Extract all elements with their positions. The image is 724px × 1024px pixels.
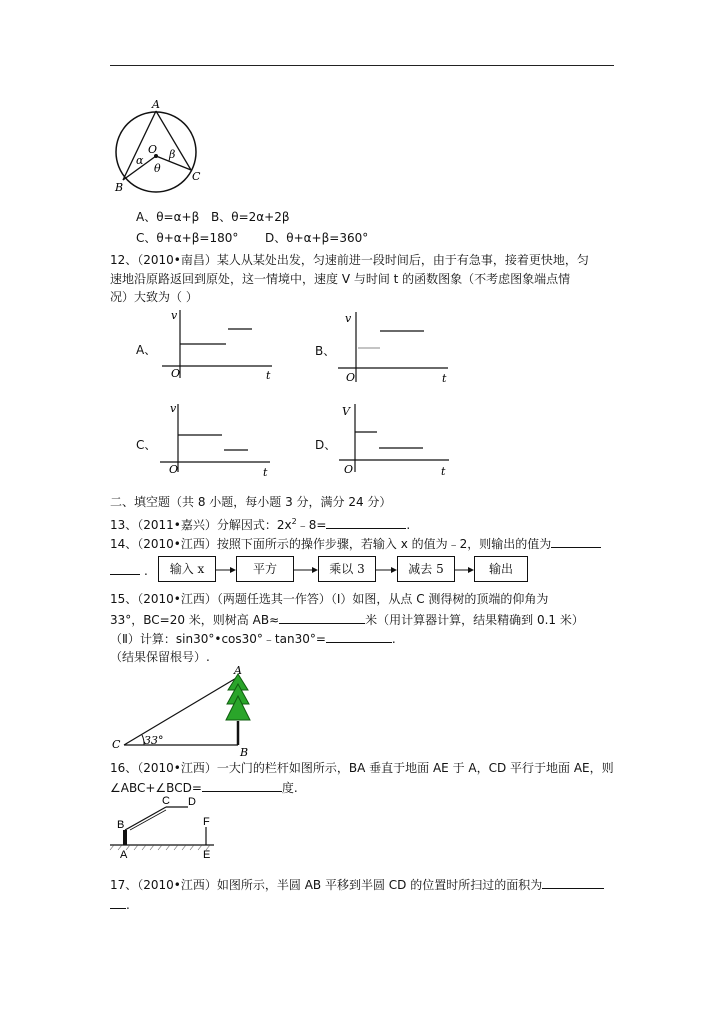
- q11-option-a: A、θ=α+β: [136, 210, 200, 224]
- q15-line3b: .: [391, 632, 396, 646]
- q15-line1: 15、（2010•江西）（两题任选其一作答）（Ⅰ）如图，从点 C 测得树的顶端的仰角为: [110, 592, 549, 606]
- flow-box-subtract: 减去 5: [397, 556, 455, 582]
- q12-line2: 速地沿原路返回到原处，这一情境中，速度 V 与时间 t 的函数图象（不考虑图象端点情: [110, 272, 571, 286]
- q12-d-axis-V: V: [342, 405, 350, 418]
- q12-b-origin: O: [346, 371, 356, 384]
- q12-d-axis-t: t: [441, 465, 446, 478]
- q12-option-d-label: D、: [315, 438, 337, 452]
- q16-line1: 16、（2010•江西）一大门的栏杆如图所示，BA 垂直于地面 AE 于 A，CD 平行于地面 AE，则: [110, 761, 614, 775]
- q13-exponent: 2: [291, 517, 297, 526]
- q12-graph-c: [160, 404, 280, 479]
- q12-b-axis-v: v: [345, 312, 352, 325]
- q14-end: .: [144, 564, 148, 578]
- q13-line: [110, 514, 410, 533]
- q17-answer-blank-a[interactable]: [542, 876, 604, 889]
- q16-label-B: B: [117, 819, 125, 831]
- q13-answer-blank[interactable]: [326, 516, 406, 529]
- q12-option-c-label: C、: [136, 438, 157, 452]
- q12-c-axis-v: v: [170, 402, 177, 415]
- q12-a-axis-t: t: [266, 369, 271, 382]
- q15-triangle-tree-figure: [110, 664, 260, 759]
- q16-line2b: 度.: [281, 781, 298, 795]
- q15-line4: （结果保留根号）.: [110, 650, 210, 664]
- q14-answer-blank-b[interactable]: [110, 562, 140, 575]
- q16-label-F: F: [203, 816, 210, 828]
- top-rule: [110, 65, 614, 66]
- q15-line2b: 米（用计算器计算，结果精确到 0.1 米）: [365, 613, 584, 627]
- q16-gate-figure: [110, 793, 220, 861]
- q13-suffix: ﹣8=: [296, 518, 327, 532]
- q17-line1: [110, 876, 604, 893]
- flow-box-input: 输入 x: [158, 556, 216, 582]
- q12-a-origin: O: [171, 367, 181, 380]
- q12-b-axis-t: t: [442, 372, 447, 385]
- q14-answer-blank-a[interactable]: [551, 535, 601, 548]
- q11-label-C: C: [192, 170, 201, 183]
- q15-answer-blank-2[interactable]: [326, 630, 392, 643]
- q17-text: 17、（2010•江西）如图所示，半圆 AB 平移到半圆 CD 的位置时所扫过的面积为: [110, 878, 543, 892]
- flow-arrows: [214, 566, 484, 576]
- q11-option-c: C、θ+α+β=180°: [136, 231, 239, 245]
- q15-label-C: C: [112, 738, 121, 751]
- q15-label-A: A: [234, 664, 242, 677]
- q12-d-origin: O: [344, 463, 354, 476]
- q11-label-O: O: [148, 143, 158, 156]
- q11-option-d: D、θ+α+β=360°: [265, 231, 369, 245]
- q16-label-C: C: [162, 795, 170, 807]
- q17-answer-blank-b[interactable]: [110, 896, 126, 909]
- q12-graph-b: [338, 312, 458, 387]
- q14-line2: [110, 562, 148, 579]
- q12-a-axis-v: v: [171, 309, 178, 322]
- q15-line3a: （Ⅱ）计算：sin30°•cos30°﹣tan30°=: [110, 632, 326, 646]
- q16-label-E: E: [203, 849, 211, 861]
- q15-line2: [110, 611, 584, 628]
- q15-line2a: 33°，BC=20 米，则树高 AB≈: [110, 613, 280, 627]
- q17-end: .: [126, 898, 130, 912]
- q11-label-A: A: [152, 98, 160, 111]
- q11-label-theta: θ: [154, 162, 161, 175]
- q11-label-beta: β: [169, 148, 176, 161]
- q16-label-D: D: [188, 796, 196, 808]
- q16-label-A: A: [120, 849, 128, 861]
- q14-text: 14、（2010•江西）按照下面所示的操作步骤，若输入 x 的值为﹣2，则输出的值为: [110, 537, 552, 551]
- flow-box-multiply: 乘以 3: [318, 556, 376, 582]
- q12-option-b-label: B、: [315, 344, 336, 358]
- q14-line1: [110, 535, 601, 552]
- q12-c-origin: O: [169, 463, 179, 476]
- q16-line2a: ∠ABC+∠BCD=: [110, 781, 202, 795]
- q15-answer-blank-1[interactable]: [279, 611, 365, 624]
- flow-box-output: 输出: [474, 556, 528, 582]
- flow-box-square: 平方: [236, 556, 294, 582]
- q12-line1: 12、（2010•南昌）某人从某处出发，匀速前进一段时间后，由于有急事，接着更快地，匀: [110, 253, 589, 267]
- section-2-heading: 二、填空题（共 8 小题，每小题 3 分，满分 24 分）: [110, 495, 392, 509]
- q11-option-b: B、θ=2α+2β: [211, 210, 290, 224]
- q17-line2: [110, 896, 130, 913]
- q16-answer-blank[interactable]: [202, 779, 282, 792]
- q13-prefix: 13、（2011•嘉兴）分解因式：2x: [110, 518, 292, 532]
- q15-line3: [110, 630, 396, 647]
- q15-label-angle: 33°: [144, 734, 164, 747]
- q12-c-axis-t: t: [263, 466, 268, 479]
- q11-label-B: B: [115, 181, 124, 194]
- q15-label-B: B: [240, 746, 249, 759]
- q12-graph-a: [162, 310, 282, 385]
- q11-label-alpha: α: [136, 154, 144, 167]
- q12-line3: 况）大致为（ ）: [110, 290, 198, 304]
- q11-circle-figure: [112, 100, 202, 195]
- q12-graph-d: [339, 404, 459, 479]
- q12-option-a-label: A、: [136, 343, 157, 357]
- q13-end: .: [406, 518, 411, 532]
